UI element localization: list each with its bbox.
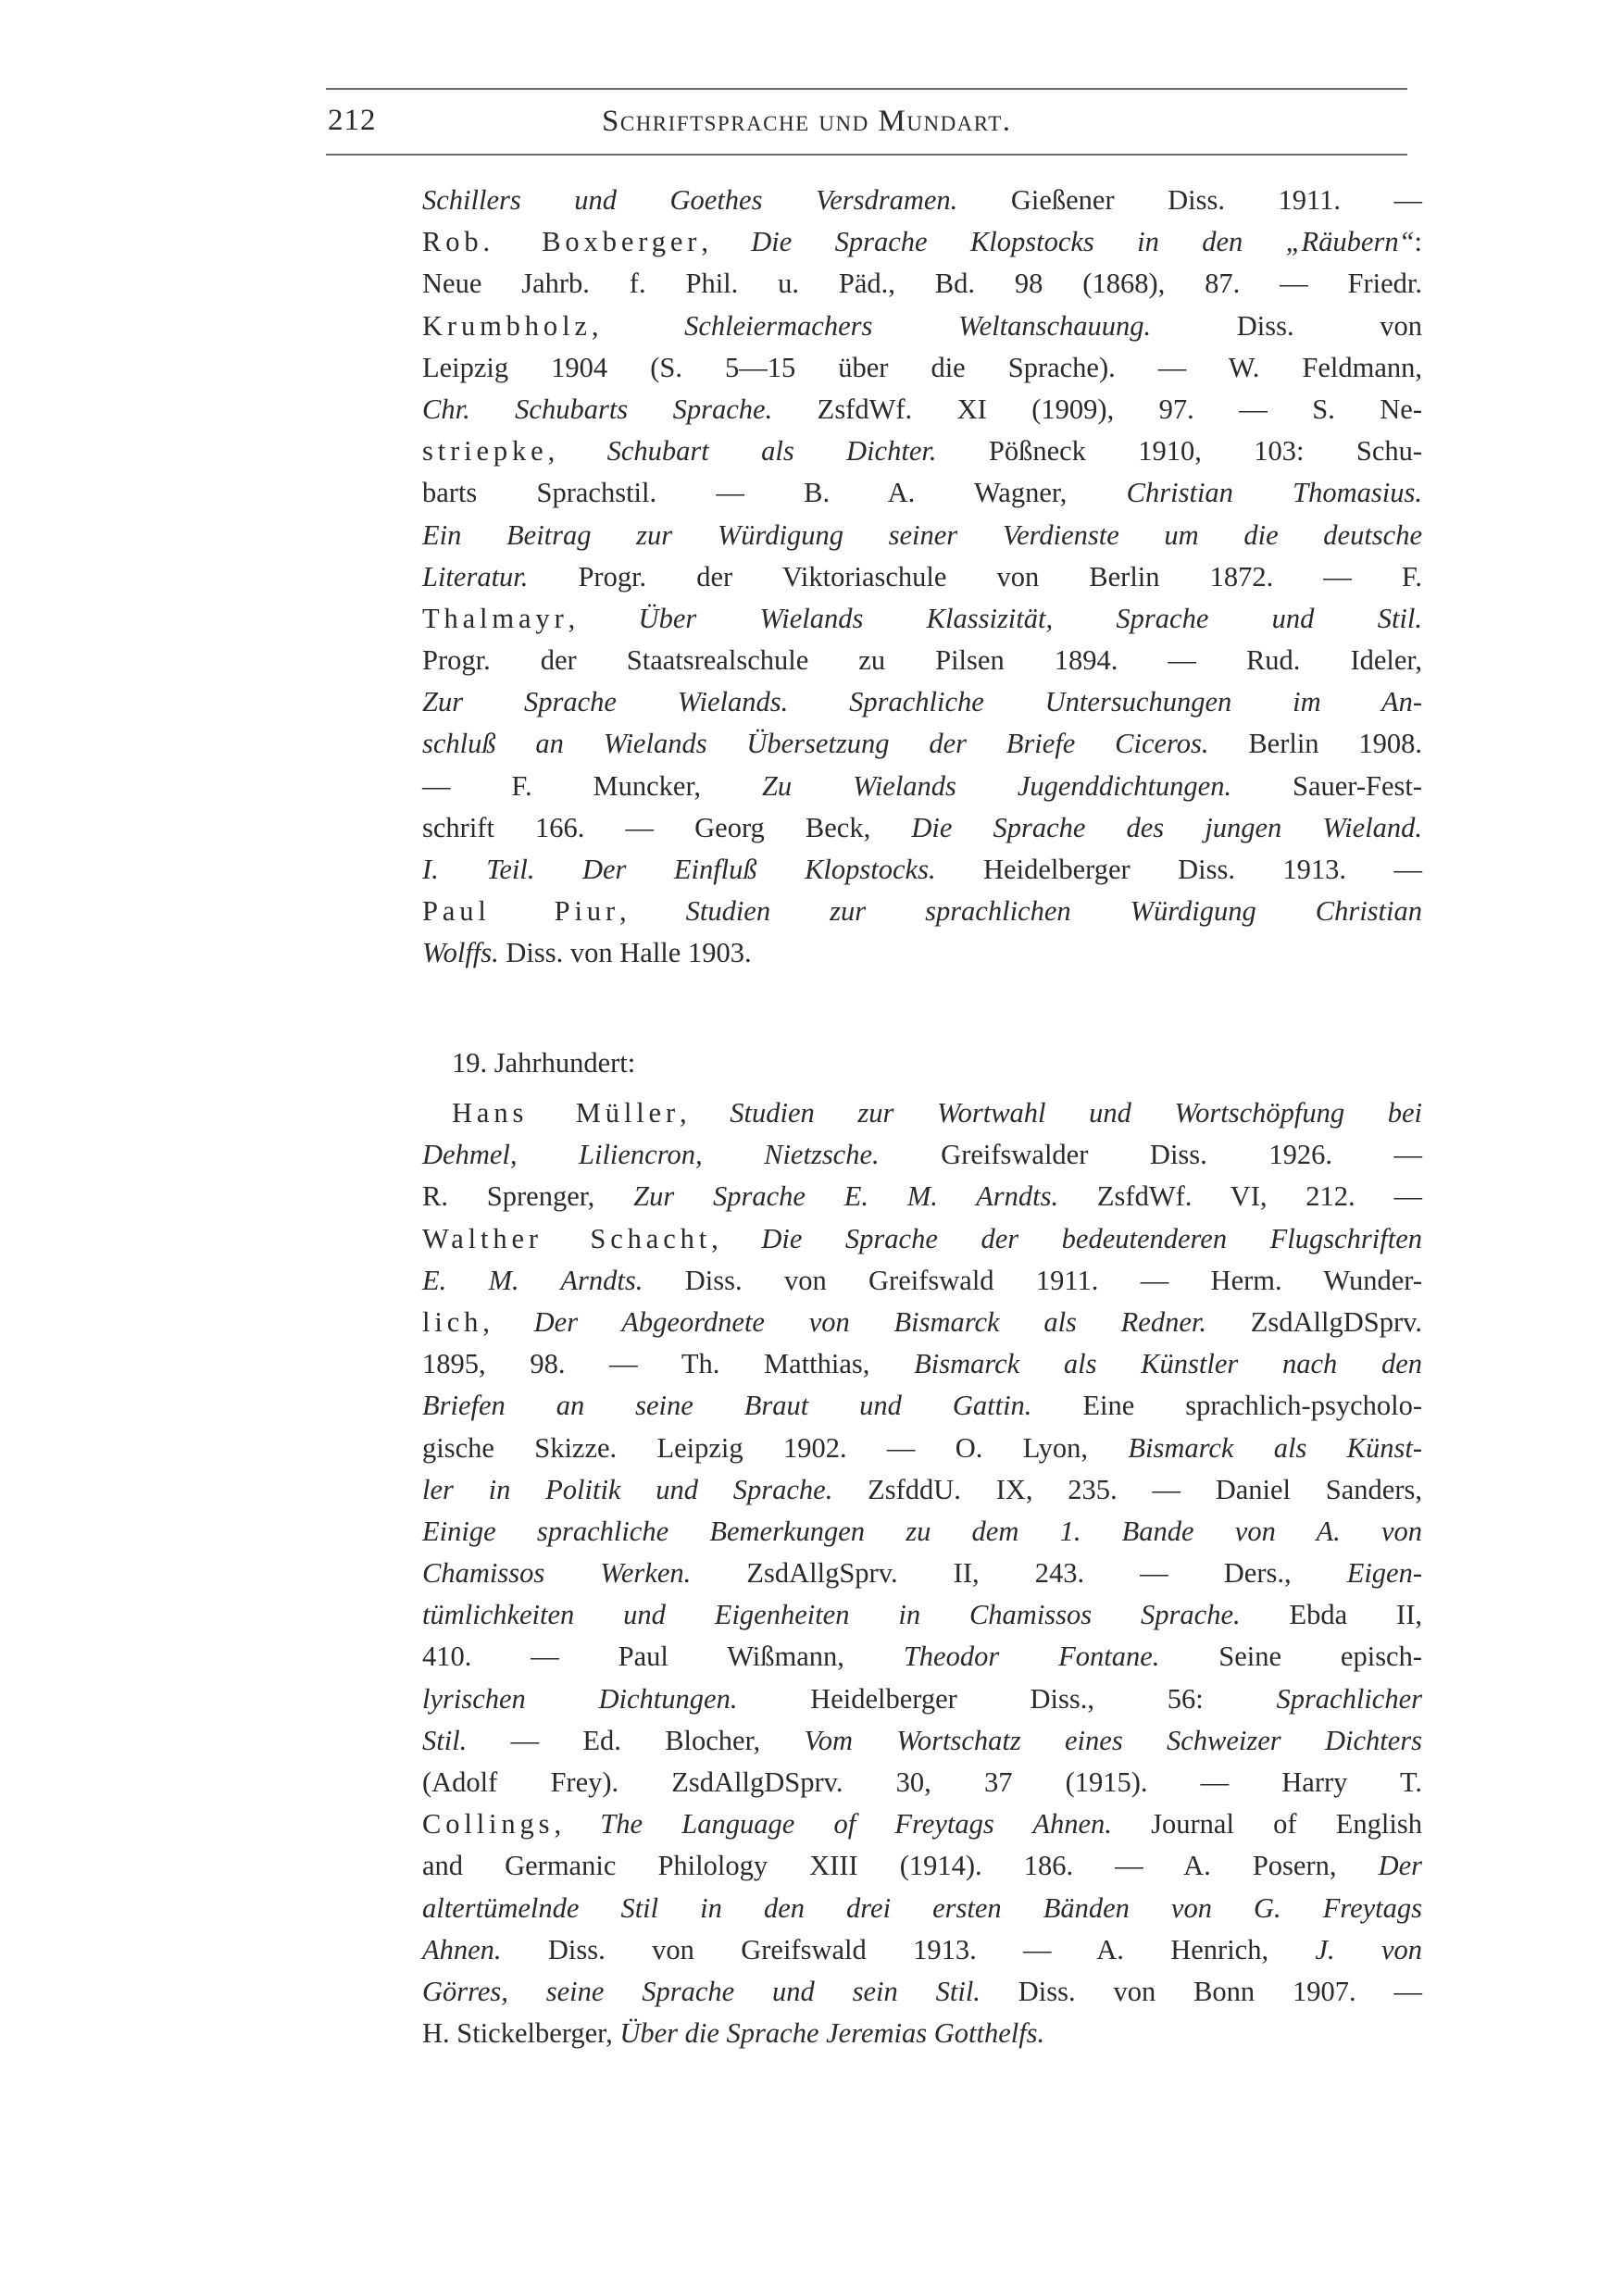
page-number: 212 [328,104,377,137]
text-line [422,723,1422,765]
text-line [422,1803,1422,1845]
text-line [422,1845,1422,1887]
plain-text: Pößneck 1910, 103: Schu- [936,435,1423,468]
plain-text: and Germanic Philology XIII (1914). 186. — A. Posern, [422,1850,1379,1882]
italic-title: Ahnen. [422,1933,502,1965]
text-line [422,932,1422,974]
plain-text: (Adolf Frey). ZsdAllgDSprv. 30, 37 (1915). — Harry T. [422,1766,1422,1798]
plain-text: schrift 166. — Georg Beck, [422,811,912,843]
text-line [422,598,1422,640]
italic-title: I. Teil. Der Einfluß Klopstocks. [422,854,936,885]
plain-text: Leipzig 1904 (S. 5—15 über die Sprache). — W. Feldmann, [422,351,1422,383]
text-line [422,1385,1422,1427]
text-line [422,2013,1422,2054]
text-line [422,681,1422,723]
plain-text: H. Stickelberger, [422,2017,620,2050]
plain-text: Gießener Diss. 1911. — [957,184,1422,216]
spaced-author: Collings [422,1808,555,1841]
text-line [422,430,1422,472]
italic-title: ler in Politik und Sprache. [422,1473,833,1505]
text-line [422,389,1422,430]
text-line [422,1176,1422,1217]
plain-text: Diss. von Bonn 1907. — [980,1975,1422,2007]
plain-text: , [482,1305,534,1338]
text-line [422,1092,1422,1134]
text-line [422,472,1422,514]
text-line [422,1720,1422,1762]
plain-text: Ebda II, [1240,1599,1422,1631]
plain-text: , [711,1222,762,1254]
italic-title: Chr. Schubarts Sprache. [422,393,773,425]
text-line [422,1971,1422,2013]
italic-title: Die Sprache des jungen Wieland. [911,811,1422,843]
text-line [422,221,1422,263]
italic-title: altertümelnde Stil in den drei ersten Bänden von G. Freytags [422,1891,1422,1924]
header-top-rule [326,88,1407,90]
plain-text: Seine episch- [1159,1641,1423,1673]
text-line [422,263,1422,305]
italic-title: Einige sprachliche Bemerkungen zu dem 1. Bande von A. von [422,1515,1422,1547]
text-line [422,306,1422,347]
text-line [422,807,1422,849]
spaced-author: Walther Schacht [422,1222,712,1254]
italic-title: Zu Wielands Jugenddichtungen. [761,769,1232,802]
plain-text: — Ed. Blocher, [467,1724,805,1756]
plain-text: Berlin 1908. [1208,728,1422,760]
italic-title: Über die Sprache Jeremias Gotthelfs. [619,2017,1045,2050]
text-line [422,1762,1422,1803]
text-line [422,1678,1422,1720]
italic-title: lyrischen Dichtungen. [422,1682,738,1715]
plain-text: Diss. von Greifswald 1913. — A. Henrich, [501,1933,1316,1965]
plain-text: , [618,895,686,928]
plain-text: , [547,435,607,468]
plain-text: R. Sprenger, [422,1180,634,1213]
text-line [422,640,1422,681]
spaced-author: Thalmayr [422,602,568,634]
text-line [422,1636,1422,1678]
italic-title: Bismarck als Künstler nach den [914,1348,1422,1380]
text-line [422,1929,1422,1971]
plain-text: Heidelberger Diss. 1913. — [935,854,1422,885]
plain-text: , [701,226,752,258]
italic-title: Die Sprache der bedeutenderen Flugschriften [761,1222,1422,1254]
plain-text: Neue Jahrb. f. Phil. u. Päd., Bd. 98 (1868), 87. — Friedr. [422,268,1422,300]
italic-title: Studien zur Wortwahl und Wortschöpfung bei [730,1097,1423,1129]
text-line [422,180,1422,221]
italic-title: Görres, seine Sprache und sein Stil. [422,1975,981,2007]
plain-text: , [591,309,685,342]
text-line [422,1594,1422,1636]
italic-title: schluß an Wielands Übersetzung der Briefe Ciceros. [422,728,1209,760]
plain-text: 1895, 98. — Th. Matthias, [422,1348,915,1380]
plain-text: ZsfdWf. VI, 212. — [1058,1180,1422,1213]
spaced-author: lich [422,1305,483,1338]
italic-title: Der Abgeordnete von Bismarck als Redner. [533,1305,1206,1338]
plain-text: Eine sprachlich-psycholo- [1031,1390,1422,1422]
spaced-author: Paul Piur [422,895,619,928]
italic-title: Literatur. [422,560,529,593]
text-line [422,1553,1422,1594]
italic-title: Schillers und Goethes Versdramen. [422,184,958,216]
italic-title: Wolffs. [422,937,499,969]
header-bottom-rule [326,154,1407,156]
plain-text: ZsdAllgDSprv. [1206,1305,1422,1338]
plain-text: Diss. von Halle 1903. [498,937,752,969]
plain-text: ZsdAllgSprv. II, 243. — Ders., [691,1557,1347,1590]
plain-text: Diss. von [1151,309,1422,342]
italic-title: Bismarck als Künst- [1128,1431,1423,1464]
italic-title: Ein Beitrag zur Würdigung seiner Verdienste um die deutsche [422,518,1422,551]
plain-text: ZsfddU. IX, 235. — Daniel Sanders, [832,1473,1422,1505]
text-line [422,1511,1422,1553]
spaced-author: striepke [422,435,548,468]
text-line [422,515,1422,556]
plain-text: — F. Muncker, [422,769,762,802]
spaced-author: Hans Müller [452,1097,681,1129]
italic-title: tümlichkeiten und Eigenheiten in Chamissos Sprache. [422,1599,1241,1631]
italic-title: Sprachlicher [1276,1682,1422,1715]
plain-text: Heidelberger Diss., 56: [737,1682,1277,1715]
plain-text: : [1414,226,1423,258]
italic-title: Die Sprache Klopstocks in den „Räubern“ [751,226,1415,258]
spaced-author: Krumbholz [422,309,592,342]
italic-title: Christian Thomasius. [1126,477,1422,509]
plain-text: barts Sprachstil. — B. A. Wagner, [422,477,1127,509]
bibliography-block-18th-century [422,180,1422,975]
italic-title: Chamissos Werken. [422,1557,692,1590]
italic-title: Eigen- [1346,1557,1423,1590]
text-line [422,556,1422,598]
bibliography-block-19th-century [422,1042,1422,2054]
text-line [422,849,1422,891]
plain-text: Greifswalder Diss. 1926. — [879,1139,1422,1171]
italic-title: The Language of Freytags Ahnen. [600,1808,1112,1841]
plain-text: Diss. von Greifswald 1911. — Herm. Wunder- [643,1264,1422,1296]
text-line [422,1343,1422,1385]
plain-text: ZsfdWf. XI (1909), 97. — S. Ne- [772,393,1423,425]
text-line [422,347,1422,389]
plain-text: Progr. der Viktoriaschule von Berlin 1872. — F. [528,560,1422,593]
section-heading: 19. Jahrhundert: [452,1047,636,1079]
text-line [422,1428,1422,1469]
running-title: Schriftsprache und Mundart. [602,105,1012,138]
text-line [422,1302,1422,1343]
spaced-author: Rob. Boxberger [422,226,702,258]
plain-text: gische Skizze. Leipzig 1902. — O. Lyon, [422,1431,1129,1464]
italic-title: Schubart als Dichter. [606,435,937,468]
plain-text: , [680,1097,731,1129]
text-line [422,891,1422,932]
italic-title: Stil. [422,1724,468,1756]
plain-text: , [554,1808,601,1841]
text-line [422,766,1422,807]
italic-title: E. M. Arndts. [422,1264,643,1296]
italic-title: Vom Wortschatz eines Schweizer Dichters [804,1724,1422,1756]
text-line [422,1134,1422,1176]
italic-title: Der [1378,1850,1422,1882]
plain-text: 410. — Paul Wißmann, [422,1641,904,1673]
italic-title: J. von [1315,1933,1422,1965]
plain-text: Journal of English [1111,1808,1422,1841]
italic-title: Zur Sprache E. M. Arndts. [633,1180,1059,1213]
text-line [422,1469,1422,1511]
italic-title: Zur Sprache Wielands. Sprachliche Untersuchungen im An- [422,686,1422,718]
plain-text: , [568,602,639,634]
italic-title: Studien zur sprachlichen Würdigung Christian [685,895,1422,928]
italic-title: Dehmel, Liliencron, Nietzsche. [422,1139,880,1171]
italic-title: Über Wielands Klassizität, Sprache und Stil. [638,602,1423,634]
italic-title: Briefen an seine Braut und Gattin. [422,1390,1032,1422]
text-line [422,1260,1422,1302]
section-body [422,1092,1422,2054]
text-line [422,1888,1422,1929]
text-line [422,1218,1422,1260]
italic-title: Schleiermachers Weltanschauung. [684,309,1152,342]
plain-text: Progr. der Staatsrealschule zu Pilsen 1894. — Rud. Ideler, [422,644,1422,677]
italic-title: Theodor Fontane. [903,1641,1160,1673]
plain-text: Sauer-Fest- [1231,769,1422,802]
